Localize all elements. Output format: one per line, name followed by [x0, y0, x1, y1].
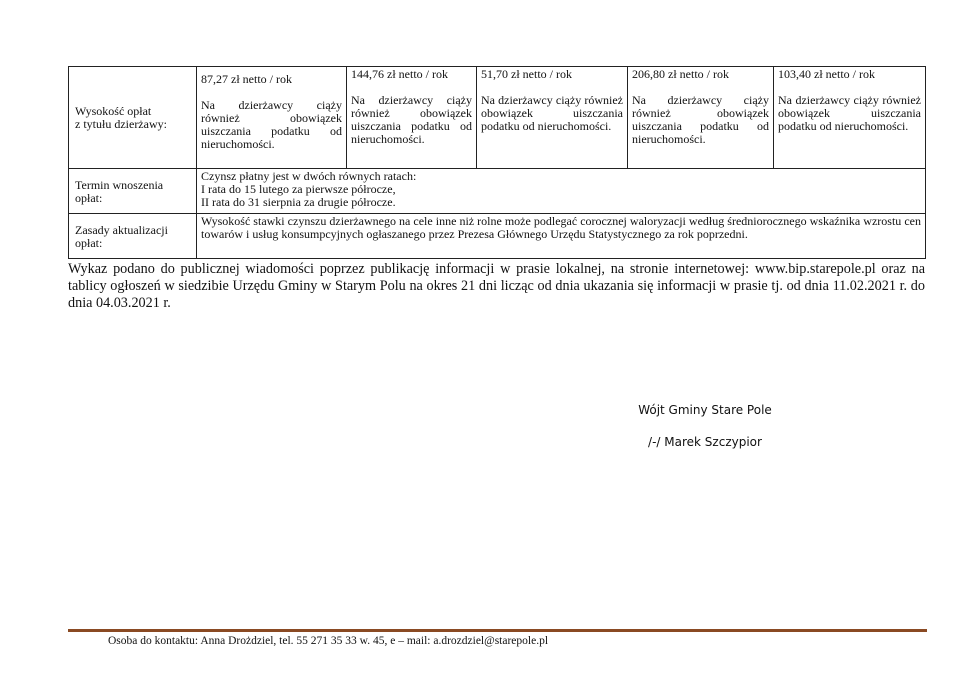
fee-cell-3 — [477, 67, 628, 169]
update-rules-text: Wysokość stawki czynszu dzierżawnego na cele inne niż rolne może podlegać corocznej waloryzacji według średniorocznego wskaźnika wzrostu cen towarów i usług konsumpcyjnych ogłaszanego przez Prezesa Głównego Urzędu Statystycznego za rok poprzedni. — [201, 214, 921, 241]
fee-cell-4 — [628, 67, 774, 169]
payment-terms-line2: I rata do 15 lutego za pierwsze półrocze, — [201, 182, 396, 196]
payment-terms — [197, 169, 926, 214]
signature-title: Wójt Gminy Stare Pole — [638, 403, 772, 417]
fee-note: Na dzierżawcy ciąży również obowiązek uiszczania podatku od nieruchomości. — [201, 98, 342, 151]
fee-row-label-line2: z tytułu dzierżawy: — [75, 116, 167, 131]
fee-row-label — [69, 67, 197, 169]
footer-contact: Osoba do kontaktu: Anna Drożdziel, tel. 55 271 35 33 w. 45, e – mail: a.drozdziel@starepole.pl — [108, 635, 549, 647]
fee-amount: 144,76 zł netto / rok — [351, 67, 448, 81]
lease-fees-table — [68, 66, 926, 259]
fee-note: Na dzierżawcy ciąży również obowiązek uiszczania podatku od nieruchomości. — [351, 93, 472, 146]
fee-cell-2 — [347, 67, 477, 169]
signature-name: /-/ Marek Szczypior — [648, 435, 762, 449]
payment-row-label-line2: opłat: — [75, 191, 103, 205]
fee-note: Na dzierżawcy ciąży również obowiązek uiszczania podatku od nieruchomości. — [632, 93, 769, 146]
payment-row-label — [69, 169, 197, 214]
fee-cell-5 — [774, 67, 926, 169]
fee-amount: 103,40 zł netto / rok — [778, 67, 875, 81]
fee-amount: 87,27 zł netto / rok — [201, 72, 292, 86]
update-row — [69, 214, 926, 259]
footer-rule — [68, 629, 927, 632]
update-row-label-line1: Zasady aktualizacji — [75, 223, 168, 237]
fee-cell-1 — [197, 67, 347, 169]
fee-amount: 51,70 zł netto / rok — [481, 67, 572, 81]
fee-row-label-line1: Wysokość opłat — [75, 103, 152, 118]
update-row-label-line2: opłat: — [75, 236, 103, 250]
fee-note: Na dzierżawcy ciąży również obowiązek uiszczania podatku od nieruchomości. — [481, 93, 623, 133]
payment-row-label-line1: Termin wnoszenia — [75, 178, 164, 192]
fee-note: Na dzierżawcy ciąży również obowiązek uiszczania podatku od nieruchomości. — [778, 93, 921, 133]
payment-terms-line1: Czynsz płatny jest w dwóch równych ratach: — [201, 169, 417, 183]
update-row-label — [69, 214, 197, 259]
payment-terms-line3: II rata do 31 sierpnia za drugie półrocze. — [201, 195, 396, 209]
fee-row — [69, 67, 926, 169]
announcement-paragraph: Wykaz podano do publicznej wiadomości poprzez publikację informacji w prasie lokalnej, na stronie internetowej: www.bip.starepole.pl oraz na tablicy ogłoszeń w siedzibie Urzędu Gminy w Starym Polu na okres 21 dni licząc od dnia ukazania się informacji w prasie tj. od dnia 11.02.2021 r. do dnia 04.03.2021 r. — [68, 261, 925, 311]
fee-amount: 206,80 zł netto / rok — [632, 67, 729, 81]
update-rules — [197, 214, 926, 259]
payment-row — [69, 169, 926, 214]
